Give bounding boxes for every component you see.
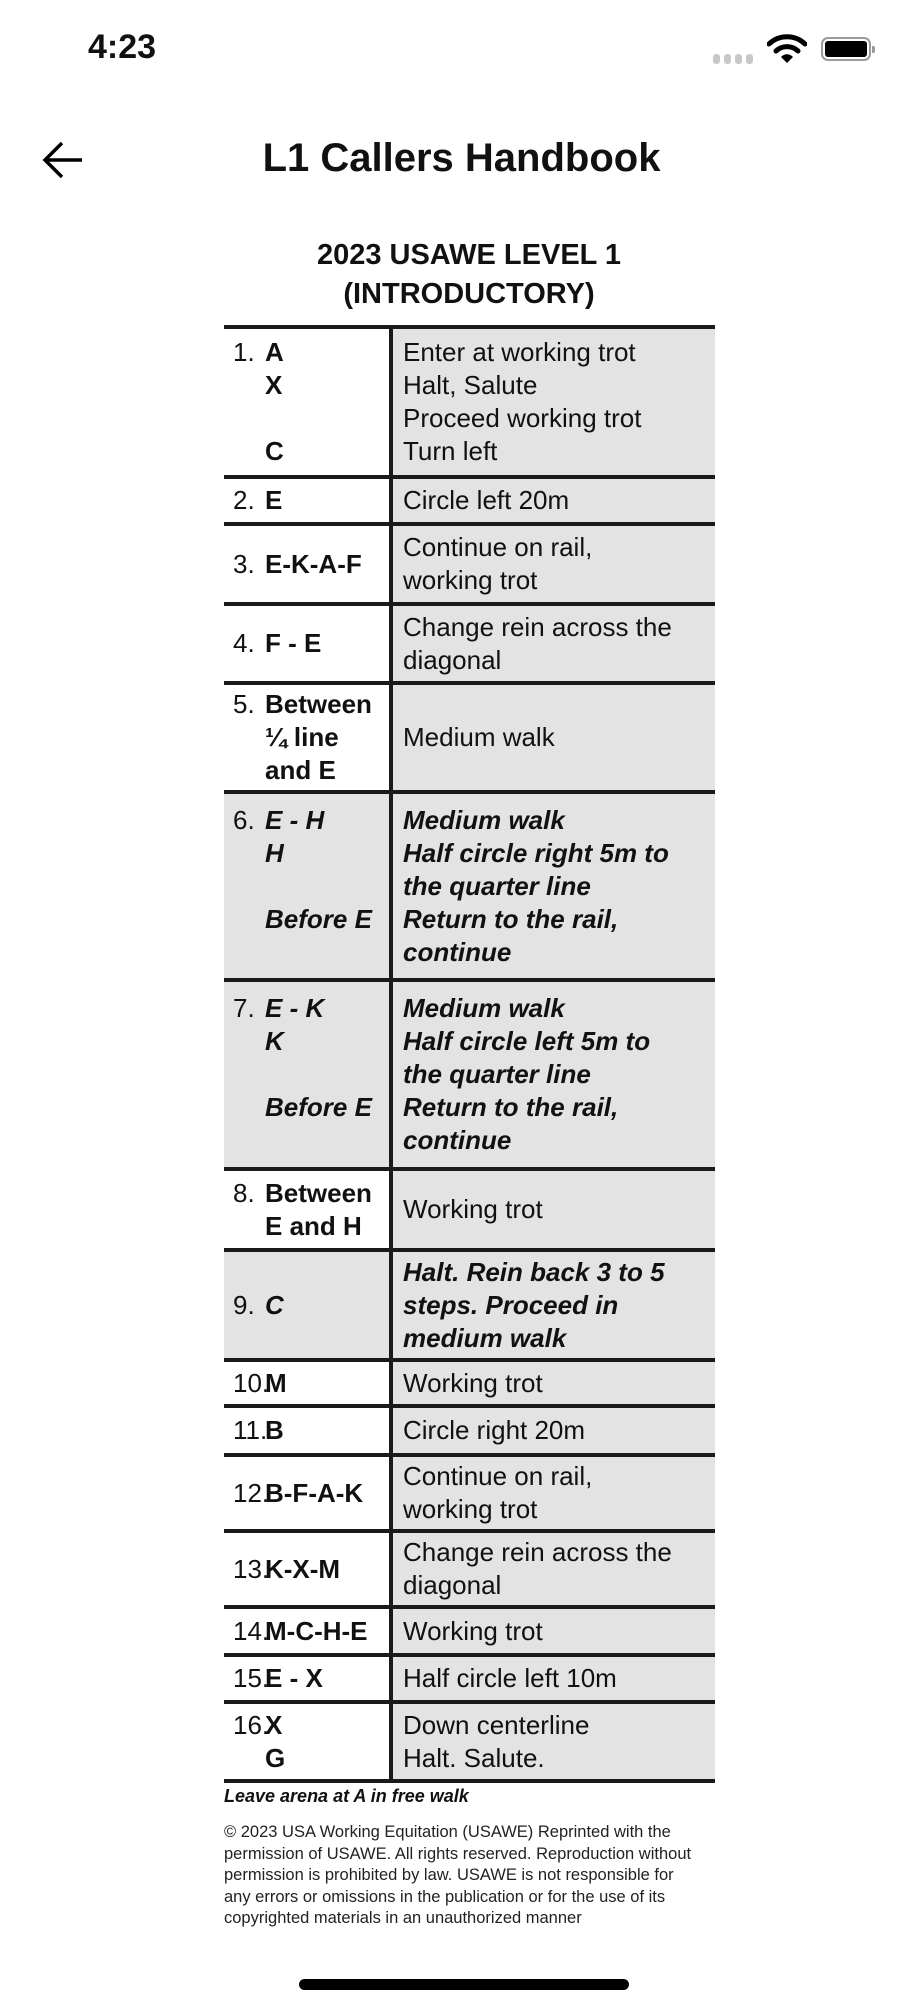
movement-number: 7. [233,993,255,1023]
table-row [224,790,715,978]
movement-line: diagonal [403,1570,502,1600]
movement-line: Change rein across the [403,1537,672,1567]
marker-line: C [265,1289,284,1320]
movement-line: Circle right 20m [403,1415,586,1445]
table-row [224,1248,715,1358]
movement-line: Return to the rail, [403,1092,619,1122]
movement-cell [393,606,715,681]
marker-cell [224,1252,393,1358]
movement-line: Continue on rail, [403,532,593,562]
marker-line: M-C-H-E [265,1615,368,1646]
marker-cell [224,526,393,602]
movement-line: steps. Proceed in [403,1289,619,1320]
document-title [223,236,715,314]
movement-line: Half circle left 10m [403,1663,617,1693]
movement-line: Medium walk [403,804,565,835]
marker-line: F - E [265,628,322,658]
table-row [224,978,715,1167]
marker-line: Before E [265,903,372,934]
movement-line: working trot [403,565,538,595]
marker-line: Between [265,689,372,719]
movement-cell [393,329,715,475]
marker-line: E - H [265,804,325,835]
movement-cell [393,1657,715,1700]
movement-number: 8. [233,1177,255,1208]
marker-line: E - K [265,993,325,1023]
table-row [224,1529,715,1605]
movement-line: Circle left 20m [403,485,570,515]
marker-line: X [265,370,283,400]
status-time: 4:23 [88,28,157,66]
movement-line: Continue on rail, [403,1461,593,1491]
movement-number: 11. [233,1415,268,1445]
movement-line: Halt. Rein back 3 to 5 [403,1256,665,1287]
movement-number: 16. [233,1709,270,1740]
marker-cell [224,1704,393,1779]
movement-line: Working trot [403,1367,543,1398]
movement-line: Turn left [403,436,498,466]
movement-number: 15. [233,1663,270,1693]
movement-line: Medium walk [403,993,565,1023]
marker-line: E [265,485,283,515]
movement-number: 9. [233,1289,255,1320]
table-row [224,325,715,475]
marker-line: A [265,337,284,367]
marker-line [224,402,389,435]
movement-cell [393,1457,715,1529]
marker-line: X [265,1709,283,1740]
marker-line: G [265,1742,286,1773]
marker-cell [224,685,393,790]
movement-cell [393,982,715,1167]
marker-cell [224,1533,393,1605]
movement-line: Change rein across the [403,611,672,642]
marker-cell [224,1362,393,1404]
marker-line: B [265,1415,284,1445]
table-row [224,602,715,681]
movement-number: 2. [233,485,255,515]
movement-line: the quarter line [403,1059,591,1089]
marker-line: C [265,436,284,466]
marker-line: and E [265,755,336,785]
movement-line: medium walk [403,1322,567,1353]
movement-line: Half circle right 5m to [403,837,669,868]
movement-line: continue [403,1125,512,1155]
movement-number: 4. [233,628,255,658]
table-row [224,1605,715,1653]
marker-cell [224,329,393,475]
table-row [224,1167,715,1248]
marker-line: Before E [265,1092,372,1122]
table-row [224,681,715,790]
movement-cell [393,1609,715,1653]
table-row [224,522,715,602]
home-indicator[interactable] [299,1979,629,1990]
marker-line: E-K-A-F [265,548,362,579]
movement-line: working trot [403,1494,538,1524]
document-title-line2: (INTRODUCTORY) [343,278,595,310]
marker-line [224,1058,389,1091]
marker-line: Between [265,1177,372,1208]
marker-cell [224,1408,393,1453]
table-row [224,1653,715,1700]
movement-line: the quarter line [403,870,591,901]
marker-cell [224,606,393,681]
document-title-line1: 2023 USAWE LEVEL 1 [316,239,622,271]
table-row [224,1358,715,1404]
marker-line: K [265,1026,284,1056]
table-row [224,1700,715,1783]
leave-arena-note: Leave arena at A in free walk [224,1786,469,1806]
movement-cell [393,1704,715,1779]
marker-line: E - X [265,1663,323,1693]
movement-line: Half circle left 5m to [403,1026,651,1056]
movement-cell [393,526,715,602]
movement-line: Return to the rail, [403,903,619,934]
marker-cell [224,1657,393,1700]
movement-cell [393,1171,715,1248]
movement-number: 14. [233,1615,270,1646]
movement-line: Proceed working trot [403,403,642,433]
movement-line: Enter at working trot [403,337,636,367]
movement-line: diagonal [403,644,502,675]
marker-line [224,936,389,969]
battery-icon [821,37,871,61]
movement-cell [393,794,715,978]
page-title: L1 Callers Handbook [262,136,661,180]
marker-line: B-F-A-K [265,1477,364,1508]
table-row [224,1453,715,1529]
movement-line: continue [403,936,512,967]
movement-line: Halt. Salute. [403,1742,545,1773]
table-row [224,475,715,522]
movement-number: 13. [233,1553,270,1584]
movement-line: Working trot [403,1194,543,1224]
movement-number: 1. [233,337,255,367]
movement-cell [393,1533,715,1605]
wifi-icon [767,34,807,64]
marker-cell [224,1609,393,1653]
copyright-notice: © 2023 USA Working Equitation (USAWE) Reprinted with the permission of USAWE. All rights reserved. Reproduction without permission is prohibited by law. USAWE is not responsible for any errors or omissions in the publication or for the use of its copyrighted materials in an unauthorized manner [224,1823,692,1927]
movement-number: 12. [233,1477,270,1508]
movement-line: Working trot [403,1615,543,1646]
marker-cell [224,794,393,978]
movement-number: 5. [233,689,255,719]
movement-line: Halt, Salute [403,370,538,400]
cellular-signal-icon [713,54,753,64]
table-row [224,1404,715,1453]
movement-cell [393,685,715,790]
marker-line: H [265,837,284,868]
marker-cell [224,982,393,1167]
marker-line [224,870,389,903]
movement-number: 10. [233,1367,270,1398]
movement-number: 3. [233,548,255,579]
movement-cell [393,479,715,522]
movement-cell [393,1408,715,1453]
marker-line: K-X-M [265,1553,341,1584]
movement-cell [393,1252,715,1358]
marker-line: ¼ line [265,722,339,752]
marker-cell [224,1457,393,1529]
marker-line: M [265,1367,287,1398]
movement-number: 6. [233,804,255,835]
marker-cell [224,479,393,522]
movement-line: Medium walk [403,722,555,752]
marker-line [224,1124,389,1157]
marker-line: E and H [265,1210,362,1241]
movement-cell [393,1362,715,1404]
marker-cell [224,1171,393,1248]
movement-line: Down centerline [403,1709,590,1740]
